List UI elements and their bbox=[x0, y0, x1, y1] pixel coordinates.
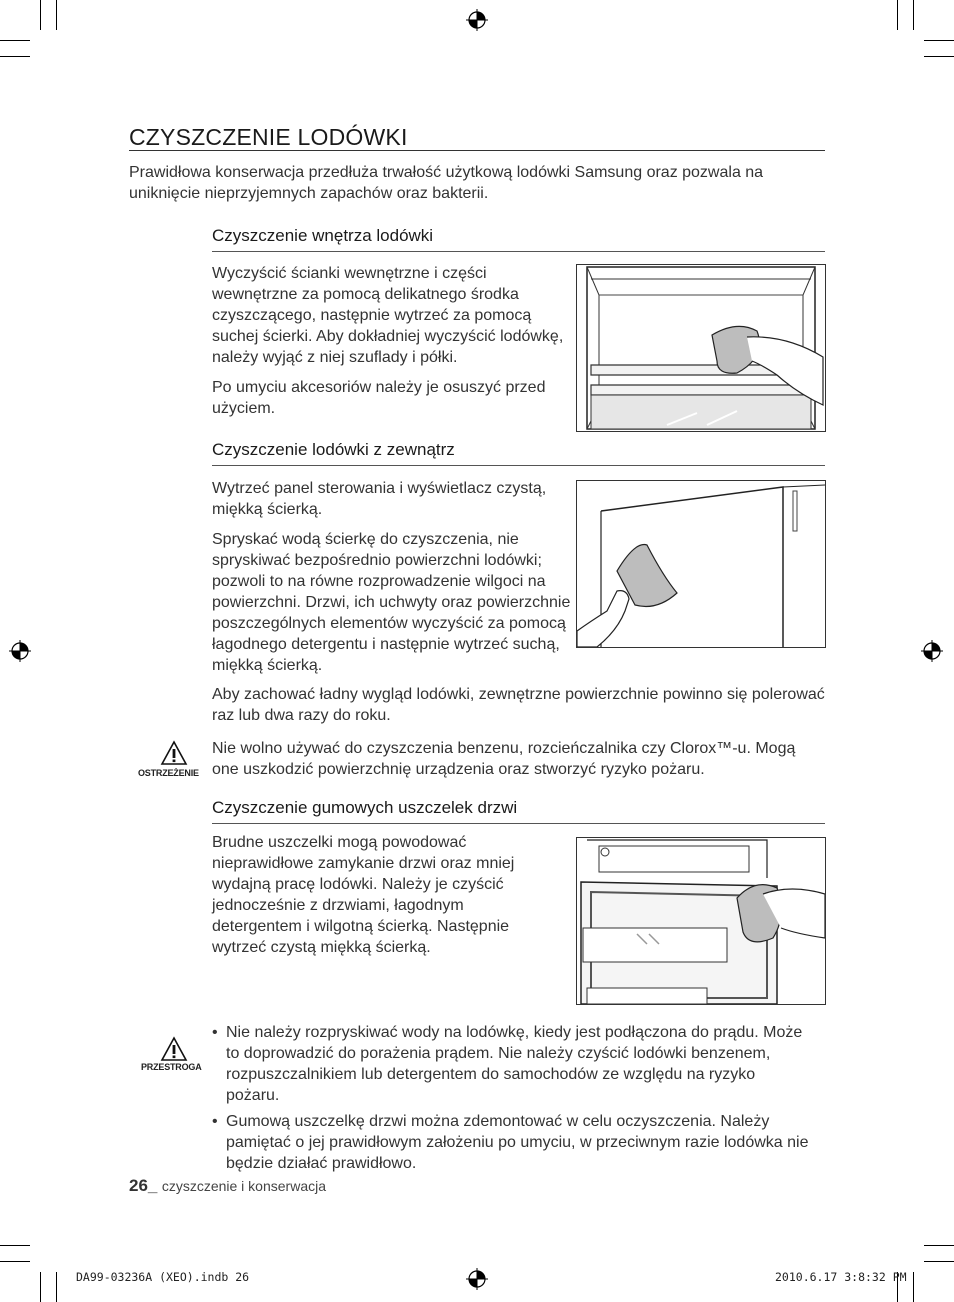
caution-bullet bbox=[212, 1111, 825, 1174]
crop-mark bbox=[924, 56, 954, 57]
crop-mark bbox=[56, 1272, 57, 1302]
print-slug-file: DA99-03236A (XEO).indb 26 bbox=[76, 1270, 250, 1284]
crop-mark bbox=[924, 1245, 954, 1246]
crop-mark bbox=[924, 40, 954, 41]
crop-mark bbox=[0, 56, 30, 57]
caution-bullet bbox=[212, 1022, 812, 1106]
caution-icon bbox=[160, 1036, 188, 1062]
section-paragraph: Po umyciu akcesoriów należy je osuszyć przed użyciem. bbox=[212, 379, 546, 417]
registration-mark-icon bbox=[466, 1268, 488, 1290]
section-paragraph: Wytrzeć panel sterowania i wyświetlacz czystą, miękką ścierką. bbox=[212, 480, 547, 518]
page-number: 26_ bbox=[129, 1176, 158, 1195]
fridge-interior-illustration bbox=[576, 264, 826, 432]
crop-mark bbox=[0, 1245, 30, 1246]
section-paragraph: Spryskać wodą ścierkę do czyszczenia, nie spryskiwać bezpośrednio powierzchni lodówki; pozwoli to na równe rozprowadzenie wilgoci na powierzchni. Drzwi, ich uchwyty oraz powierzchnie poszczególnych elementów wyczyścić za pomocą łagodnego detergentu i następnie wytrzeć suchą, miękką ścierką. bbox=[212, 531, 571, 674]
warning-text: Nie wolno używać do czyszczenia benzenu, rozcieńczalnika czy Clorox™-u. Mogą one uszkodzić powierzchnię urządzenia oraz stworzyć ryzyko pożaru. bbox=[212, 740, 796, 778]
crop-mark bbox=[913, 1272, 914, 1302]
registration-mark-icon bbox=[921, 640, 943, 662]
door-gasket-illustration bbox=[576, 837, 826, 1005]
registration-mark-icon bbox=[9, 640, 31, 662]
section-heading-gaskets: Czyszczenie gumowych uszczelek drzwi bbox=[212, 797, 825, 824]
section-paragraph: Aby zachować ładny wygląd lodówki, zewnętrzne powierzchnie powinno się polerować raz lub dwa razy do roku. bbox=[212, 686, 825, 724]
crop-mark bbox=[40, 0, 41, 30]
crop-mark bbox=[0, 40, 30, 41]
crop-mark bbox=[897, 0, 898, 30]
bullet-dot: • bbox=[212, 1113, 218, 1130]
section-heading-exterior: Czyszczenie lodówki z zewnątrz bbox=[212, 439, 825, 466]
warning-label: OSTRZEŻENIE bbox=[138, 768, 199, 778]
fridge-exterior-illustration bbox=[576, 480, 826, 648]
page-footer bbox=[129, 1176, 326, 1196]
intro-paragraph: Prawidłowa konserwacja przedłuża trwałość użytkową lodówki Samsung oraz pozwala na uniknięcie nieprzyjemnych zapachów oraz bakterii. bbox=[129, 164, 764, 202]
warning-icon bbox=[160, 740, 188, 766]
section-heading-interior: Czyszczenie wnętrza lodówki bbox=[212, 225, 825, 252]
print-slug-date: 2010.6.17 3:8:32 PM bbox=[775, 1270, 907, 1284]
section-paragraph: Wyczyścić ścianki wewnętrzne i części wewnętrzne za pomocą delikatnego środka czyszczącego, następnie wytrzeć za pomocą suchej ścierki. Aby dokładniej wyczyścić lodówkę, należy wyjąć z niej szuflady i półki. bbox=[212, 265, 564, 366]
crop-mark bbox=[56, 0, 57, 30]
registration-mark-icon bbox=[466, 9, 488, 31]
section-paragraph: Brudne uszczelki mogą powodować nieprawidłowe zamykanie drzwi oraz mniej wydajną pracę lodówki. Należy je czyścić jednocześnie z drzwiami, łagodnym detergentem i wilgotną ścierką. Następnie wytrzeć czystą miękką ścierką. bbox=[212, 834, 515, 956]
page-title: CZYSZCZENIE LODÓWKI bbox=[129, 124, 825, 151]
caution-bullet-text: Nie należy rozpryskiwać wody na lodówkę, kiedy jest podłączona do prądu. Może to doprowadzić do porażenia prądem. Nie należy czyścić lodówki benzenem, rozpuszczalnikiem lub detergentem do samochodów ze względu na ryzyko pożaru. bbox=[226, 1024, 803, 1104]
crop-mark bbox=[0, 1261, 30, 1262]
crop-mark bbox=[913, 0, 914, 30]
crop-mark bbox=[40, 1272, 41, 1302]
caution-label: PRZESTROGA bbox=[141, 1062, 202, 1072]
footer-section-name: czyszczenie i konserwacja bbox=[161, 1178, 326, 1194]
crop-mark bbox=[924, 1261, 954, 1262]
caution-bullet-text: Gumową uszczelkę drzwi można zdemontować w celu oczyszczenia. Należy pamiętać o jej prawidłowym założeniu po umyciu, w przeciwnym razie lodówka nie będzie działać prawidłowo. bbox=[226, 1113, 809, 1172]
bullet-dot: • bbox=[212, 1024, 218, 1041]
